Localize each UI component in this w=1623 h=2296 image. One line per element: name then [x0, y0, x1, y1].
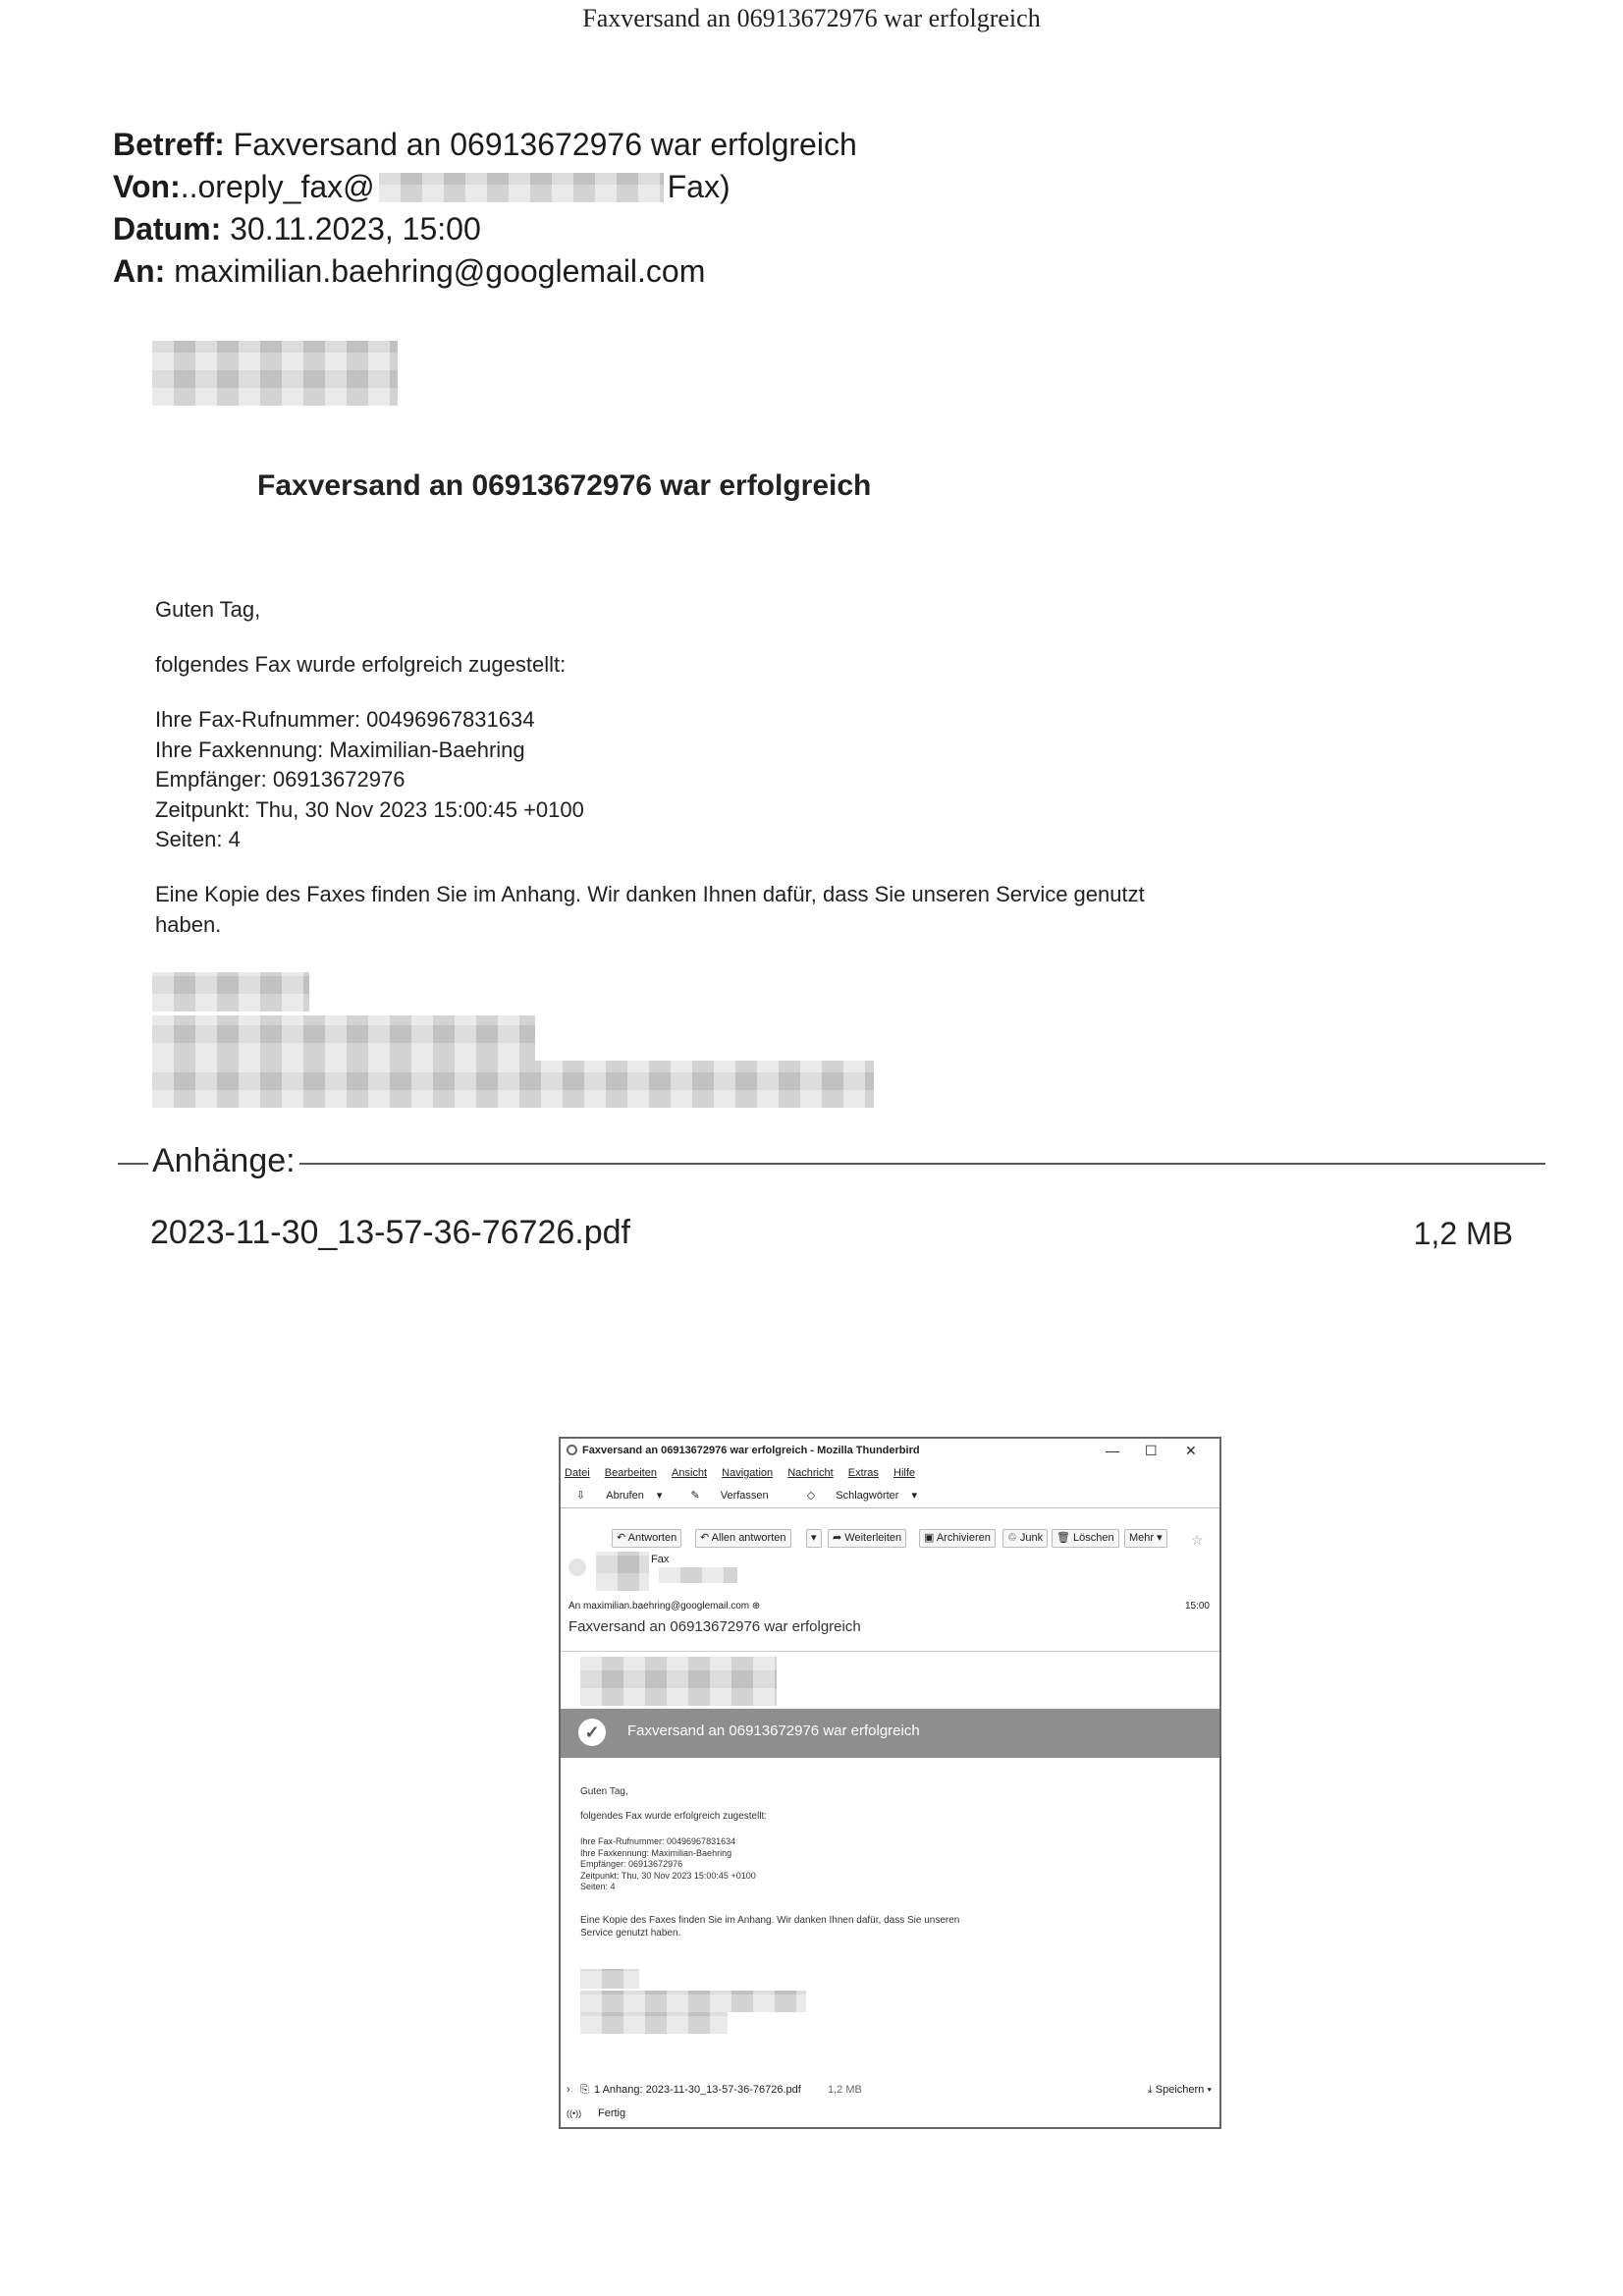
tb-success-banner — [561, 1709, 1219, 1758]
junk-label: Junk — [1019, 1532, 1044, 1544]
print-page-title: Faxversand an 06913672976 war erfolgreich — [582, 4, 1041, 32]
redacted-sender-block — [596, 1552, 649, 1591]
redacted-logo — [152, 341, 398, 406]
tb-redacted-signature-1 — [580, 1969, 639, 1989]
tb-to-label: An — [568, 1601, 581, 1612]
date-value: 30.11.2023, 15:00 — [230, 211, 481, 246]
tb-to-value: maximilian.baehring@googlemail.com — [583, 1601, 750, 1612]
from-prefix: ..oreply_fax@ — [180, 169, 375, 204]
tb-banner-text: Faxversand an 06913672976 war erfolgreich — [627, 1722, 920, 1739]
menu-hilfe[interactable]: Hilfe — [893, 1467, 916, 1479]
menu-datei[interactable]: Datei — [565, 1467, 590, 1479]
archive-button[interactable]: ▣ Archivieren — [919, 1529, 996, 1548]
menu-ansicht[interactable]: Ansicht — [672, 1467, 708, 1479]
attachments-divider — [118, 1163, 1545, 1165]
header-date-row — [113, 208, 481, 250]
from-label: Von: — [113, 169, 181, 204]
compose-label: Verfassen — [720, 1490, 769, 1502]
redacted-signature-line-2 — [152, 1015, 535, 1061]
star-icon[interactable]: ☆ — [1191, 1532, 1204, 1548]
tb-greeting: Guten Tag, — [580, 1786, 628, 1797]
subject-value: Faxversand an 06913672976 war erfolgreich — [233, 127, 857, 162]
tb-subject: Faxversand an 06913672976 war erfolgreich — [568, 1618, 861, 1635]
to-label: An: — [113, 253, 166, 289]
redacted-sender — [379, 173, 664, 202]
tb-attachment-size: 1,2 MB — [828, 2084, 862, 2096]
detail-recipient: Empfänger: 06913672976 — [155, 767, 406, 792]
tb-toolbar — [561, 1484, 1219, 1508]
closing-line-1: Eine Kopie des Faxes finden Sie im Anhang. Wir danken Ihnen dafür, dass Sie unseren Service genutzt — [155, 882, 1145, 906]
tb-attachment-bar — [561, 2079, 1219, 2101]
junk-button[interactable]: ♲ Junk — [1002, 1529, 1048, 1548]
tb-menu-bar — [561, 1462, 1219, 1484]
get-mail-button[interactable]: ⇩ Abrufen ▾ — [576, 1490, 663, 1502]
intro-text: folgendes Fax wurde erfolgreich zugestellt: — [155, 652, 567, 677]
thunderbird-logo-icon — [567, 1445, 577, 1455]
redacted-sender-address — [659, 1567, 737, 1583]
tb-detail-pages: Seiten: 4 — [580, 1882, 616, 1891]
paperclip-icon: ⎘ — [580, 2084, 589, 2096]
tb-closing — [580, 1914, 959, 1940]
tb-details — [580, 1836, 756, 1893]
reply-all-button[interactable]: ↶ Allen antworten — [695, 1529, 791, 1548]
tags-label: Schlagwörter — [836, 1490, 899, 1502]
detail-fax-id: Ihre Faxkennung: Maximilian-Baehring — [155, 737, 525, 762]
subject-label: Betreff: — [113, 127, 225, 162]
tb-attachment-text[interactable]: 1 Anhang: 2023-11-30_13-57-36-76726.pdf — [594, 2084, 801, 2096]
expand-chevron-icon[interactable]: › — [567, 2084, 570, 2096]
tb-message-actions — [561, 1527, 1219, 1549]
detail-fax-number: Ihre Fax-Rufnummer: 00496967831634 — [155, 707, 535, 732]
forward-button[interactable]: ➦ Weiterleiten — [828, 1529, 906, 1548]
detail-timestamp: Zeitpunkt: Thu, 30 Nov 2023 15:00:45 +0100 — [155, 796, 584, 822]
tb-detail-recipient: Empfänger: 06913672976 — [580, 1859, 683, 1869]
tb-status-bar — [561, 2103, 1219, 2124]
tb-time: 15:00 — [1184, 1601, 1210, 1612]
menu-extras[interactable]: Extras — [847, 1467, 879, 1479]
tb-closing-line-2: Service genutzt haben. — [580, 1928, 681, 1939]
save-icon: ⤓ — [1147, 2084, 1153, 2096]
from-suffix: Fax) — [667, 169, 730, 204]
header-from-row — [113, 166, 730, 208]
tb-detail-fax-number: Ihre Fax-Rufnummer: 00496967831634 — [580, 1836, 736, 1846]
reply-all-label: Allen antworten — [711, 1532, 786, 1544]
activity-icon: ((•)) — [567, 2108, 582, 2118]
checkmark-icon: ✓ — [578, 1719, 606, 1746]
to-value: maximilian.baehring@googlemail.com — [174, 253, 706, 289]
tb-redacted-signature-3 — [580, 2012, 728, 2034]
tb-from-name: Fax — [651, 1554, 670, 1565]
get-mail-label: Abrufen — [606, 1490, 644, 1502]
compose-button[interactable] — [682, 1490, 778, 1502]
header-to-row — [113, 250, 705, 293]
tb-intro: folgendes Fax wurde erfolgreich zugestellt: — [580, 1811, 768, 1822]
thunderbird-screenshot — [559, 1437, 1221, 2129]
download-icon: ⇩ — [576, 1490, 586, 1502]
delete-label: Löschen — [1073, 1532, 1114, 1544]
detail-pages: Seiten: 4 — [155, 827, 241, 851]
header-subject-row — [113, 124, 857, 166]
menu-nachricht[interactable]: Nachricht — [787, 1467, 834, 1479]
tb-save-label: Speichern — [1155, 2084, 1205, 2096]
sender-avatar — [568, 1558, 586, 1576]
closing-text — [155, 880, 1145, 940]
fax-details — [155, 705, 584, 855]
maximize-icon[interactable]: ☐ — [1145, 1443, 1158, 1458]
pencil-icon: ✎ — [690, 1490, 700, 1502]
tb-detail-timestamp: Zeitpunkt: Thu, 30 Nov 2023 15:00:45 +0100 — [580, 1870, 756, 1881]
more-label: Mehr — [1129, 1532, 1155, 1544]
delete-button[interactable]: 🗑 Löschen — [1052, 1529, 1119, 1548]
tb-to-row — [568, 1601, 760, 1612]
attachment-file-size: 1,2 MB — [1413, 1216, 1513, 1251]
date-label: Datum: — [113, 211, 222, 246]
redacted-signature-line-3 — [152, 1061, 874, 1108]
tb-redacted-signature-2 — [580, 1991, 806, 2012]
tb-window-title: Faxversand an 06913672976 war erfolgreich - Mozilla Thunderbird — [582, 1445, 920, 1456]
menu-bearbeiten[interactable]: Bearbeiten — [604, 1467, 657, 1479]
attachment-file-name[interactable]: 2023-11-30_13-57-36-76726.pdf — [150, 1214, 630, 1251]
contact-icon: ⊕ — [751, 1601, 761, 1612]
more-button[interactable]: Mehr ▾ — [1124, 1529, 1167, 1548]
tb-status-text: Fertig — [598, 2107, 626, 2119]
reply-all-dropdown[interactable]: ▾ — [806, 1529, 822, 1548]
reply-label: Antworten — [627, 1532, 677, 1544]
tb-save-button[interactable]: ⤓ Speichern ▾ — [1147, 2084, 1212, 2096]
attachments-label: Anhänge: — [148, 1142, 299, 1180]
archive-label: Archivieren — [936, 1532, 991, 1544]
tag-icon: ◇ — [806, 1490, 816, 1502]
tb-title-bar — [561, 1439, 1219, 1462]
reply-button[interactable]: ↶ Antworten — [612, 1529, 681, 1548]
minimize-icon[interactable]: — — [1106, 1443, 1119, 1458]
message-title: Faxversand an 06913672976 war erfolgreich — [257, 469, 872, 502]
tags-button[interactable]: ◇ Schlagwörter ▾ — [806, 1490, 918, 1502]
close-icon[interactable]: ✕ — [1185, 1443, 1197, 1458]
closing-line-2: haben. — [155, 911, 222, 937]
redacted-signature-line-1 — [152, 972, 309, 1011]
tb-divider — [561, 1651, 1219, 1652]
tb-detail-fax-id: Ihre Faxkennung: Maximilian-Baehring — [580, 1847, 732, 1858]
forward-label: Weiterleiten — [844, 1532, 902, 1544]
greeting: Guten Tag, — [155, 597, 261, 622]
menu-navigation[interactable]: Navigation — [722, 1467, 774, 1479]
tb-redacted-logo — [580, 1657, 777, 1706]
tb-closing-line-1: Eine Kopie des Faxes finden Sie im Anhang. Wir danken Ihnen dafür, dass Sie unseren — [580, 1915, 960, 1926]
